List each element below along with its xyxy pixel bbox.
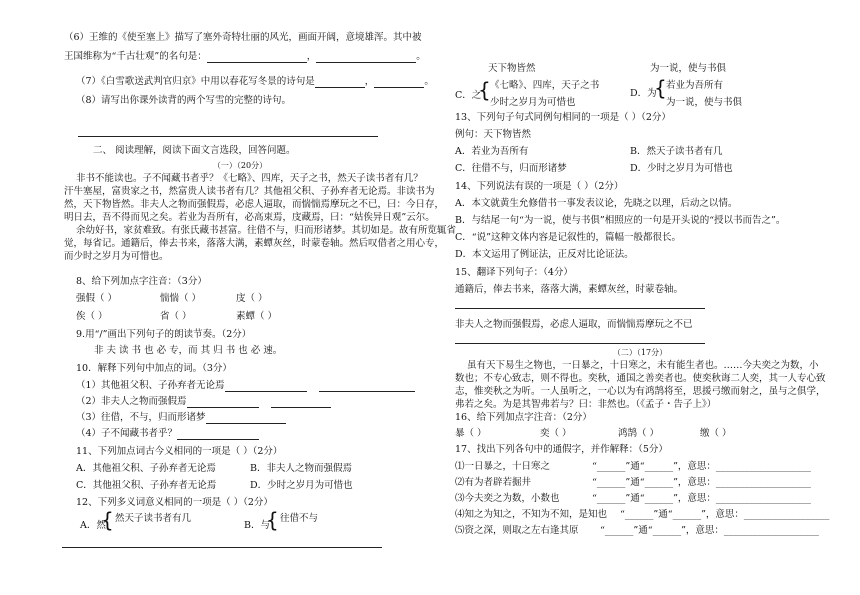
pinyin-item[interactable]: 惴惴（ ）	[160, 293, 202, 304]
passage-line: 非书不能读也。子不闻藏书者乎？《七略》、四库，天子之书，然天子读书者有几？	[76, 173, 423, 184]
pinyin-item[interactable]: 省（ ）	[160, 311, 192, 322]
pinyin-item[interactable]: 缴（ ）	[700, 428, 732, 439]
q12-option-b-sentence: 往借不与	[280, 513, 319, 524]
q10-item: （2）非夫人之物而强假焉	[76, 396, 331, 408]
q17-answer[interactable]: “______”通“______”，意思：____________________	[600, 525, 819, 536]
option-sentence: 天下物皆然	[488, 63, 536, 74]
brace-icon: {	[266, 508, 279, 532]
q17-sentence: ⑵有为者辟若掘井	[455, 477, 532, 488]
q15-sentence: 通籍后，俸去书来，落落大满，素蟫灰丝，时蒙卷轴。	[455, 284, 684, 295]
part-two-label: （二）（17分）	[612, 348, 668, 357]
q12-option-d-sentence: 为一说，使与书俱	[666, 97, 743, 108]
brace-icon: {	[478, 78, 491, 102]
q11-option-d[interactable]: D．少时之岁月为可惜也	[250, 480, 353, 491]
answer-blank[interactable]	[315, 77, 365, 88]
answer-blank[interactable]	[271, 397, 331, 408]
q14-option-b[interactable]: B．与结尾一句“为一说，使与书俱”相照应的一句是开头说的“授以书而告之”。	[455, 215, 786, 226]
brace-icon: {	[101, 508, 114, 532]
passage-line: 余幼好书，家贫难致。有张氏藏书甚富。往借不与，归而形诸梦。其切如是。故有所览辄省	[76, 225, 457, 236]
passage-line: 然，天下物皆然。非夫人之物而强假焉，必虑人逼取，而惴惴焉摩玩之不已，曰：今日存，	[64, 199, 445, 210]
q11-heading: 11、下列加点词古今义相同的一项是（ ）（2分）	[76, 446, 283, 457]
passage-line: 明日去，吾不得而见之矣。若业为吾所有，必高束焉，庋藏焉，曰：“姑俟异日观”云尔。	[64, 212, 435, 223]
passage-line: 觉，每省记。通籍后，俸去书来，落落大满，素蟫灰丝，时蒙卷轴。然后叹借者之用心专，	[64, 238, 445, 249]
q6-line1: （6）王维的《使至塞上》描写了塞外奇特壮丽的风光，画面开阔，意境雄浑。其中被	[64, 32, 422, 43]
q8-line: （8）请写出你课外读背的两个写雪的完整的诗句。	[76, 95, 292, 106]
answer-blank[interactable]	[319, 381, 415, 392]
q9-sentence[interactable]: 非 夫 读 书 也 必 专，而 其 归 书 也 必 速。	[94, 345, 283, 356]
q12-option-d-sentence: 若业为吾所有	[666, 80, 724, 91]
q15-sentence: 非夫人之物而强假焉，必虑人逼取，而惴惴焉摩玩之不已	[455, 319, 693, 330]
q6-line2: 王国维称为“千古壮观”的名句是： ， 。	[64, 51, 426, 62]
q10-item: （1）其他祖父积、子孙弃者无论焉	[76, 380, 415, 392]
q17-heading: 17、找出下列各句中的通假字，并作解释：（5分）	[455, 444, 668, 455]
q17-answer[interactable]: “______”通“______”，意思：__________________	[620, 509, 830, 520]
q12-option-a[interactable]: A．然	[80, 520, 106, 531]
q17-answer[interactable]: “______”通“______”，意思：____________________	[592, 477, 811, 488]
q12-option-c[interactable]: C．之	[455, 90, 482, 101]
answer-blank[interactable]	[177, 429, 259, 440]
passage-line: 虽有天下易生之物也，一日暴之，十日寒之，未有能生者也。……今夫奕之为数，小	[467, 360, 819, 371]
q10-heading: 10．解释下列句中加点的词。（3分）	[76, 363, 232, 374]
q13-option-c[interactable]: C．往借不与，归而形诸梦	[455, 163, 567, 174]
pinyin-item[interactable]: 素蟫（ ）	[236, 311, 278, 322]
q10-item: （3）往借，不与，归而形诸梦	[76, 412, 286, 424]
answer-blank[interactable]	[207, 52, 307, 63]
q10-item: （4）子不闻藏书者乎？	[76, 428, 259, 440]
q12-option-c-sentence: 《七略》、四库，天子之书	[490, 80, 600, 91]
passage-line: 弗若之矣。为是其智弗若与？曰：非然也。（《孟子・告子上》）	[455, 399, 717, 410]
passage-line: 而少时之岁月为可惜也。	[64, 251, 169, 262]
q12-option-c-sentence: 少时之岁月为可惜也	[490, 97, 576, 108]
q13-heading: 13、下列句子句式同例句相同的一项是（ ）（2分）	[455, 112, 671, 123]
q13-option-b[interactable]: B．然天子读书者有几	[630, 146, 723, 157]
q14-heading: 14、下列说法有误的一项是（ ）（2分）	[455, 181, 624, 192]
q11-option-b[interactable]: B．非夫人之物而强假焉	[250, 463, 352, 474]
q13-example: 例句：天下物皆然	[455, 129, 532, 140]
pinyin-item[interactable]: 庋（ ）	[236, 293, 268, 304]
q17-sentence: ⑴一日暴之，十日寒之	[455, 461, 551, 472]
answer-blank[interactable]	[225, 381, 307, 392]
answer-blank[interactable]	[374, 77, 424, 88]
q17-sentence: ⑷知之为知之，不知为不知，是知也	[455, 509, 608, 520]
q14-option-a[interactable]: A．本文就黄生允修借书一事发表议论，先晓之以理，后动之以情。	[455, 198, 738, 209]
brace-icon: {	[654, 76, 667, 100]
answer-line[interactable]	[455, 308, 705, 309]
answer-blank[interactable]	[316, 52, 416, 63]
q14-option-c[interactable]: C．“说”这种文体内容是记叙性的，篇幅一般都很长。	[455, 232, 681, 243]
q13-option-d[interactable]: D．少时之岁月为可惜也	[630, 163, 733, 174]
q17-sentence: ⑶今夫奕之为数，小数也	[455, 493, 560, 504]
q16-heading: 16、给下列加点字注音：（2分）	[455, 412, 592, 423]
q11-option-c[interactable]: C．其他祖父积、子孙弃者无论焉	[76, 480, 217, 491]
q17-sentence: ⑸资之深，则取之左右逢其原	[455, 525, 579, 536]
passage-line: 数也；不专心致志，则不得也。奕秋，通国之善奕者也。使奕秋诲二人奕，其一人专心致	[455, 373, 826, 384]
q7-line: （7）《白雪歌送武判官归京》中用以春花写冬景的诗句是 ， 。	[76, 76, 434, 87]
pinyin-item[interactable]: 鸿鹄（ ）	[618, 428, 660, 439]
q12-option-b[interactable]: B．与	[244, 520, 270, 531]
answer-blank[interactable]	[206, 413, 286, 424]
pinyin-item[interactable]: 奕（ ）	[540, 428, 572, 439]
q15-heading: 15、翻译下列句子：（4分）	[455, 267, 573, 278]
pinyin-item[interactable]: 强假（ ）	[76, 293, 118, 304]
q11-option-a[interactable]: A．其他祖父积、子孙弃者无论焉	[76, 463, 216, 474]
pinyin-item[interactable]: 暴（ ）	[455, 428, 487, 439]
q13-option-a[interactable]: A．若业为吾所有	[455, 146, 529, 157]
answer-line[interactable]	[455, 343, 705, 344]
option-sentence: 为一说，使与书俱	[650, 63, 727, 74]
passage-line: 汗牛塞屋，富贵家之书，然富贵人读书者有几？其他祖父积、子孙弃者无论焉。非读书为	[64, 186, 435, 197]
answer-line[interactable]	[62, 547, 382, 548]
q17-answer[interactable]: “______”通“______”，意思：____________________	[592, 493, 811, 504]
answer-blank[interactable]	[187, 397, 259, 408]
pinyin-item[interactable]: 俟（ ）	[76, 311, 108, 322]
q17-answer[interactable]: “______”通“______”，意思：____________________	[592, 461, 811, 472]
part-one-label: （一）（20分）	[212, 161, 268, 170]
q12-option-a-sentence: 然天子读书者有几	[115, 513, 192, 524]
answer-line[interactable]	[78, 136, 378, 137]
q12-option-d[interactable]: D．为	[630, 88, 657, 99]
section-two-heading: 二、 阅读理解，阅读下面文言选段，回答问题。	[93, 145, 296, 156]
q14-option-d[interactable]: D．本文运用了例证法，正反对比论证法。	[455, 249, 634, 260]
q12-heading: 12、下列多义词意义相同的一项是（ ）（2分）	[76, 497, 273, 508]
q9-heading: 9.用“/”画出下列句子的朗读节奏。（2分）	[76, 329, 252, 340]
passage-line: 志，惟奕秋之为听。一人虽听之，一心以为有鸿鹄将至，思援弓缴而射之，虽与之俱学，	[455, 386, 826, 397]
q8-pinyin-heading: 8、给下列加点字注音：（3分）	[76, 276, 207, 287]
